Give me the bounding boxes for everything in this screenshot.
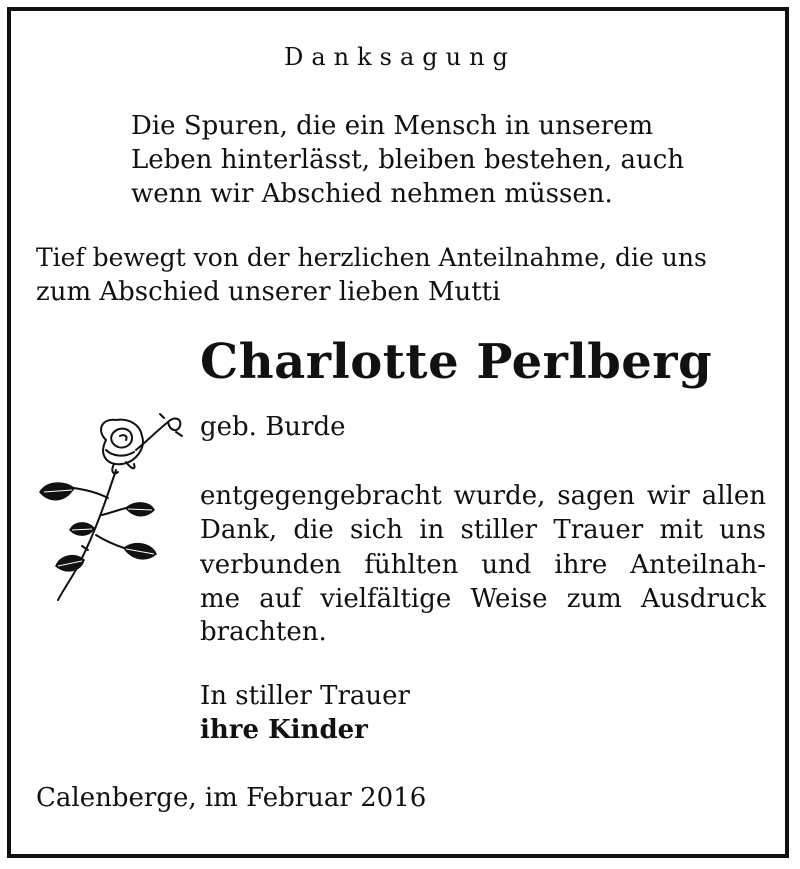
signature: ihre Kinder bbox=[200, 715, 368, 745]
birth-name: geb. Burde bbox=[200, 412, 346, 442]
rose-icon bbox=[36, 410, 196, 610]
poem-line-1: Die Spuren, die ein Mensch in unserem bbox=[131, 111, 654, 141]
body-line-5: brachten. bbox=[200, 617, 327, 647]
place-date: Calenberge, im Februar 2016 bbox=[36, 783, 427, 813]
poem-line-3: wenn wir Abschied nehmen müssen. bbox=[131, 179, 613, 209]
notice-heading: Danksagung bbox=[284, 43, 516, 71]
closing-line: In stiller Trauer bbox=[200, 681, 410, 711]
body-line-2: Dank, die sich in stiller Trauer mit uns bbox=[200, 515, 766, 545]
body-line-1: entgegengebracht wurde, sagen wir allen bbox=[200, 481, 766, 511]
body-line-4: me auf vielfältige Weise zum Ausdruck bbox=[200, 584, 766, 614]
deceased-name: Charlotte Perlberg bbox=[200, 334, 713, 390]
poem-line-2: Leben hinterlässt, bleiben bestehen, auch bbox=[131, 145, 685, 175]
intro-line-1: Tief bewegt von der herzlichen Anteilnahme, die uns bbox=[36, 243, 707, 272]
intro-line-2: zum Abschied unserer lieben Mutti bbox=[36, 277, 501, 307]
body-line-3: verbunden fühlten und ihre Anteilnah- bbox=[200, 550, 766, 580]
